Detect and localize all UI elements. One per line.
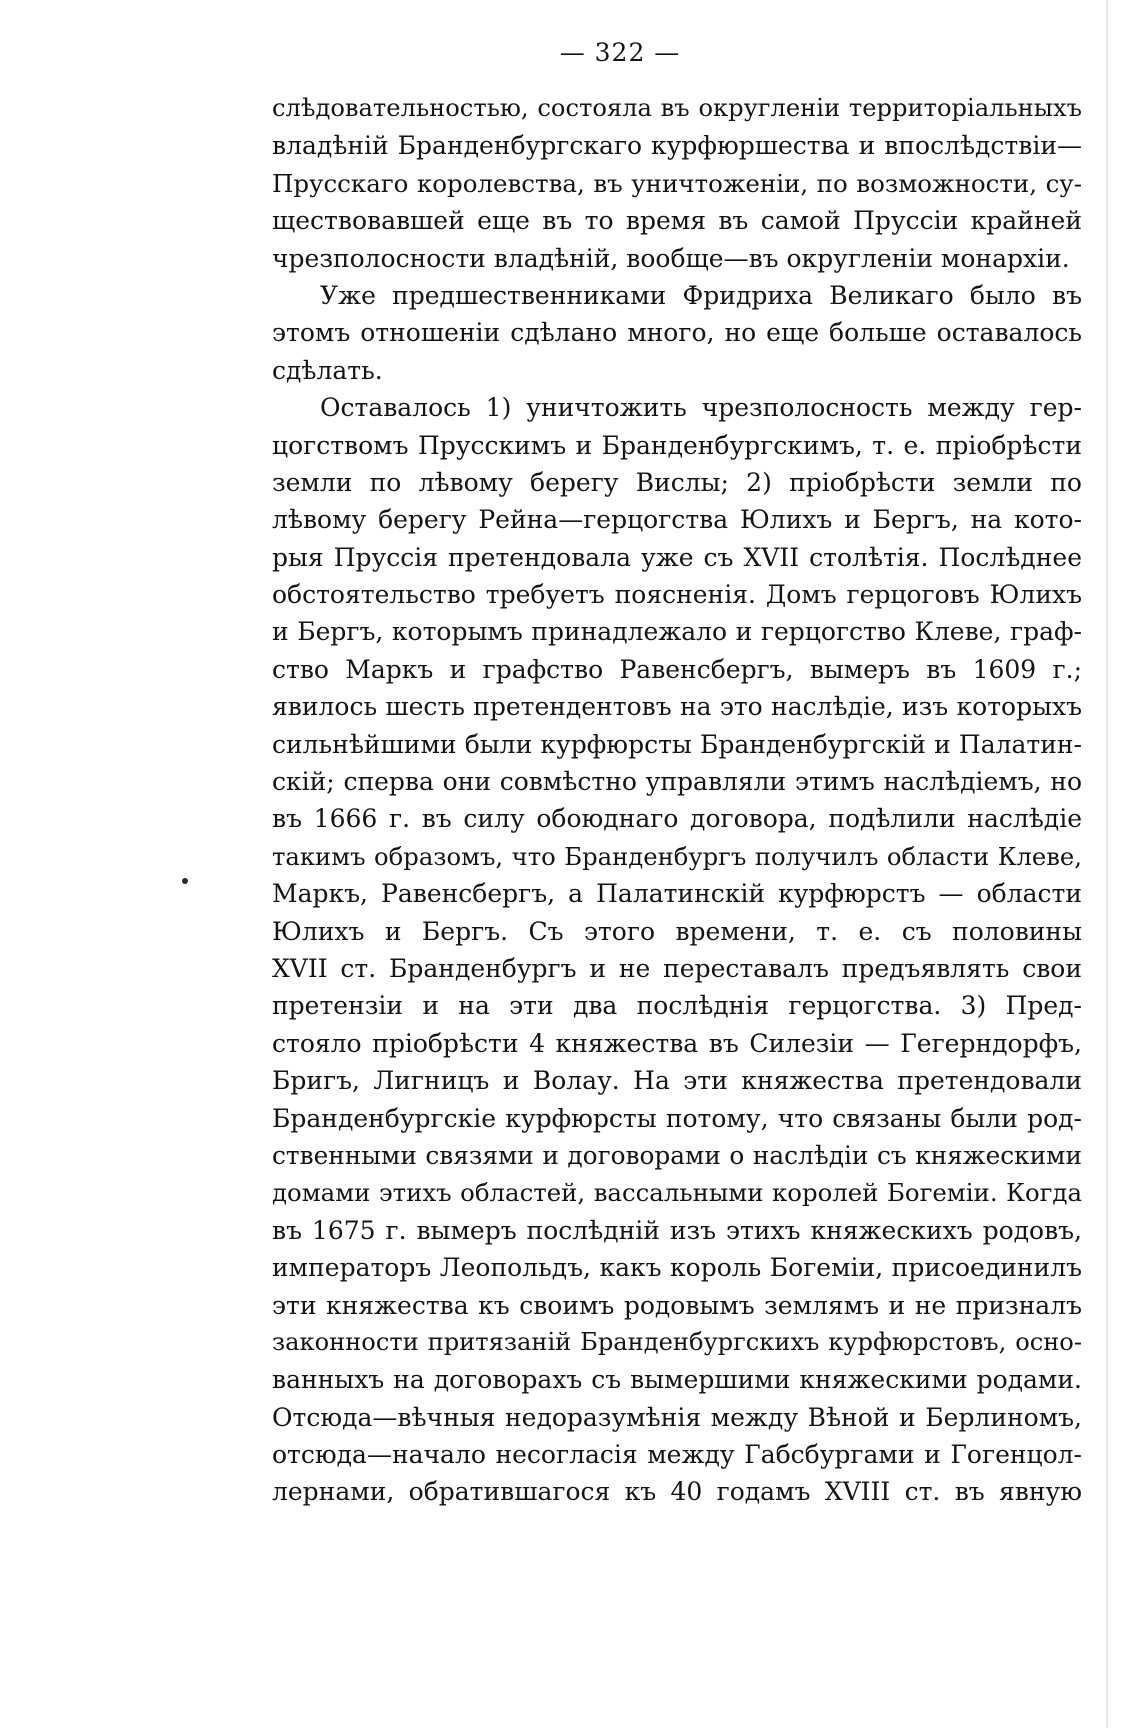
text-line: цогствомъ Прусскимъ и Бранденбургскимъ, т. е. пріобрѣсти bbox=[272, 430, 1082, 460]
text-line: XVII ст. Бранденбургъ и не переставалъ предъявлять свои bbox=[272, 953, 1082, 983]
text-line: претензіи и на эти два послѣднія герцогства. 3) Пред- bbox=[272, 991, 1082, 1021]
text-line: чрезполосности владѣній, вообще—въ округленіи монархіи. bbox=[272, 243, 1070, 273]
ink-speck bbox=[182, 878, 188, 884]
text-line: Юлихъ и Бергъ. Съ этого времени, т. е. съ половины bbox=[272, 916, 1082, 946]
text-line: въ 1675 г. вымеръ послѣдній изъ этихъ княжескихъ родовъ, bbox=[272, 1215, 1082, 1245]
text-line: рыя Пруссія претендовала уже съ XVII столѣтія. Послѣднее bbox=[272, 542, 1082, 572]
text-line: Прусскаго королевства, въ уничтоженіи, по возможности, су- bbox=[272, 168, 1082, 198]
text-line: лернами, обратившагося къ 40 годамъ XVIII ст. въ явную bbox=[272, 1477, 1082, 1507]
text-line: скій; сперва они совмѣстно управляли этимъ наслѣдіемъ, но bbox=[272, 767, 1082, 797]
text-line: эти княжества къ своимъ родовымъ землямъ и не призналъ bbox=[272, 1290, 1082, 1320]
text-line: лѣвому берегу Рейна—герцогства Юлихъ и Бергъ, на кото- bbox=[272, 505, 1082, 535]
body-text bbox=[272, 90, 1082, 1511]
page-number: — 322 — bbox=[559, 38, 681, 67]
paragraph-start-line: Уже предшественниками Фридриха Великаго было въ bbox=[320, 280, 1082, 310]
text-line: ванныхъ на договорахъ съ вымершими княжескими родами. bbox=[272, 1365, 1082, 1395]
text-line: этомъ отношеніи сдѣлано много, но еще больше оставалось bbox=[272, 318, 1082, 348]
text-line: ственными связями и договорами о наслѣдіи съ княжескими bbox=[272, 1140, 1082, 1170]
text-line: законности притязаній Бранденбургскихъ курфюрстовъ, осно- bbox=[272, 1327, 1082, 1356]
text-line: ществовавшей еще въ то время въ самой Пруссіи крайней bbox=[272, 206, 1082, 236]
page-edge-shadow bbox=[1106, 0, 1108, 1728]
text-line: земли по лѣвому берегу Вислы; 2) пріобрѣсти земли по bbox=[272, 467, 1082, 497]
text-line: Бригъ, Лигницъ и Волау. На эти княжества претендовали bbox=[272, 1066, 1082, 1096]
text-line: стояло пріобрѣсти 4 княжества въ Силезіи — Гегерндорфъ, bbox=[272, 1028, 1082, 1058]
text-line: явилось шесть претендентовъ на это наслѣдіе, изъ которыхъ bbox=[272, 692, 1082, 722]
text-line: такимъ образомъ, что Бранденбургъ получилъ области Клеве, bbox=[272, 841, 1082, 871]
text-line: владѣній Бранденбургскаго курфюршества и впослѣдствіи— bbox=[272, 131, 1082, 161]
text-line: Бранденбургскіе курфюрсты потому, что связаны были род- bbox=[272, 1103, 1082, 1133]
text-line: и Бергъ, которымъ принадлежало и герцогство Клеве, граф- bbox=[272, 617, 1082, 647]
text-line: сильнѣйшими были курфюрсты Бранденбургскій и Палатин- bbox=[272, 729, 1082, 759]
text-line: слѣдовательностью, состояла въ округленіи территоріальныхъ bbox=[272, 94, 1082, 122]
text-line: императоръ Леопольдъ, какъ король Богеміи, присоединилъ bbox=[272, 1253, 1082, 1283]
text-line: сдѣлать. bbox=[272, 355, 383, 385]
text-line: Маркъ, Равенсбергъ, а Палатинскій курфюрстъ — области bbox=[272, 879, 1082, 909]
paragraph-start-line: Оставалось 1) уничтожить чрезполосность между гер- bbox=[320, 393, 1082, 423]
text-line: обстоятельство требуетъ поясненія. Домъ герцоговъ Юлихъ bbox=[272, 580, 1082, 610]
text-line: въ 1666 г. въ силу обоюднаго договора, подѣлили наслѣдіе bbox=[272, 804, 1082, 834]
text-line: домами этихъ областей, вассальными королей Богеміи. Когда bbox=[272, 1178, 1082, 1208]
text-line: отсюда—начало несогласія между Габсбургами и Гогенцол- bbox=[272, 1440, 1082, 1470]
text-line: ство Маркъ и графство Равенсбергъ, вымеръ въ 1609 г.; bbox=[272, 654, 1082, 684]
text-line: Отсюда—вѣчныя недоразумѣнія между Вѣной и Берлиномъ, bbox=[272, 1402, 1082, 1432]
